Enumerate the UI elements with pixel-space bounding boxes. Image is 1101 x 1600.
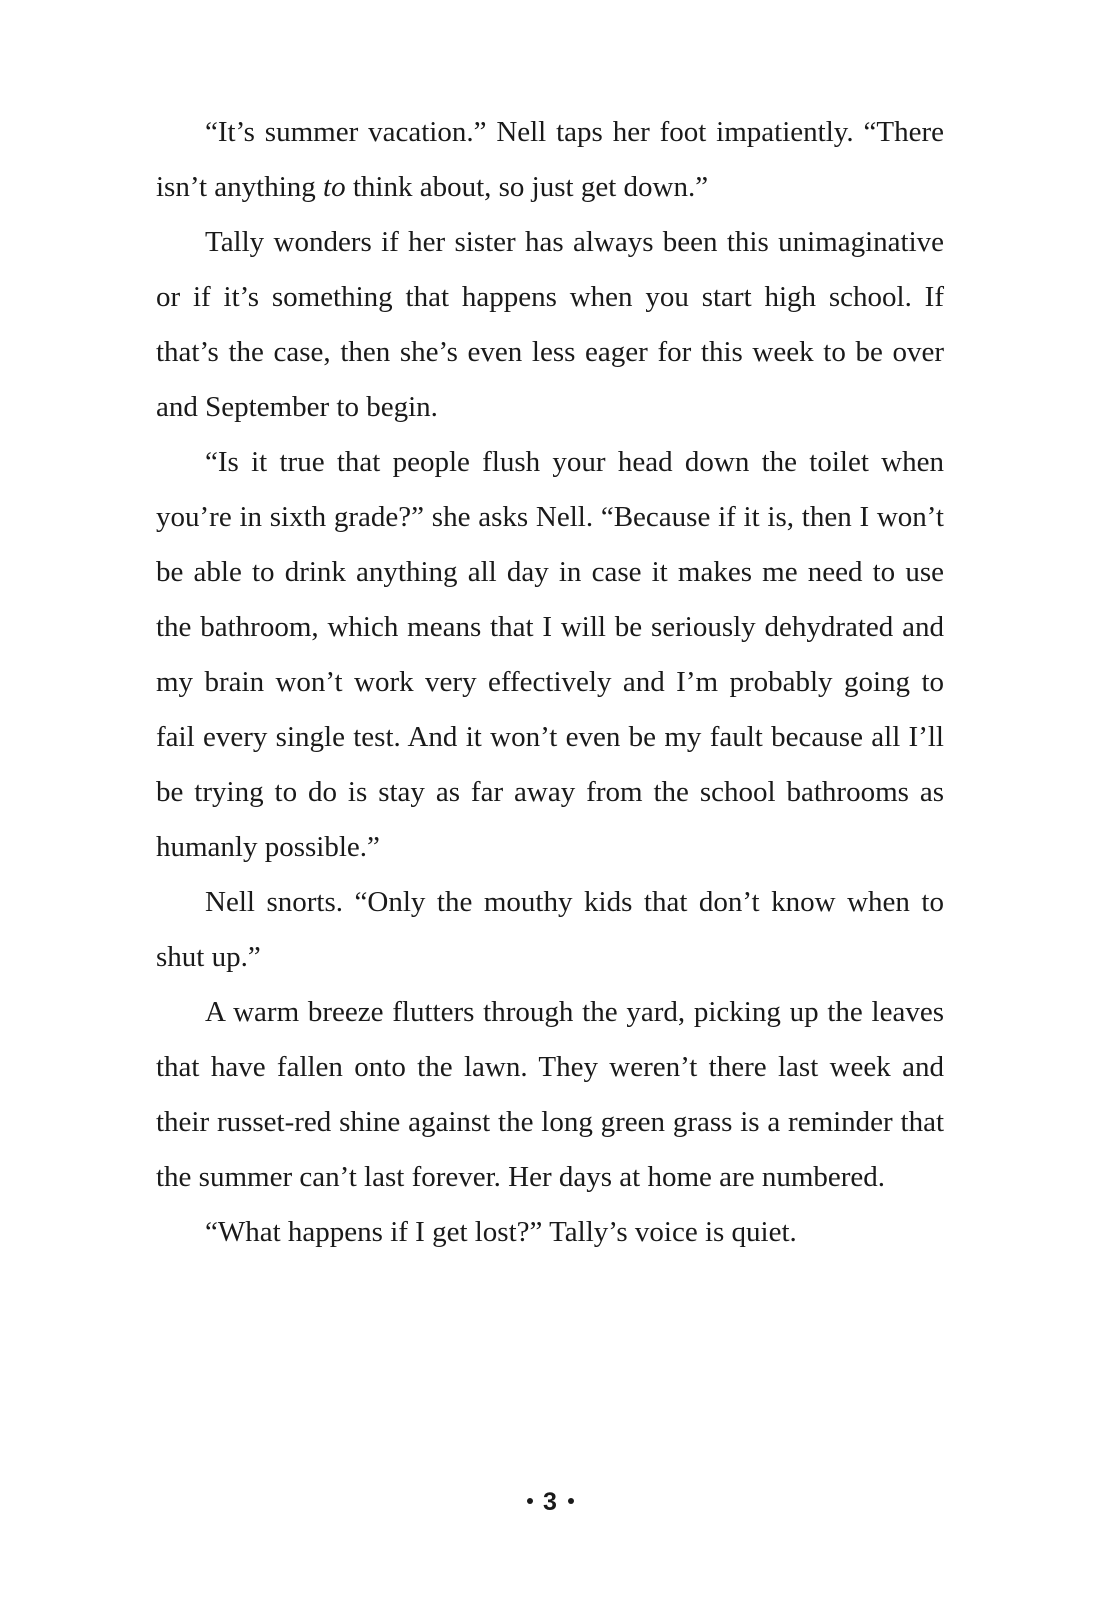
- paragraph: [156, 875, 944, 985]
- paragraph-text: “What happens if I get lost?” Tally’s voice is quiet.: [205, 1216, 797, 1248]
- paragraph-text: Tally wonders if her sister has always been this unimaginative or if it’s something that happens when you start high school. If that’s the case, then she’s even less eager for this week to be over and September to begin.: [156, 226, 944, 423]
- paragraph-text: “Is it true that people flush your head down the toilet when you’re in sixth grade?” she asks Nell. “Because if it is, then I won’t be able to drink anything all day in case it makes me need to use the bathroom, which means that I will be seriously dehydrated and my brain won’t work very effectively and I’m probably going to fail every single test. And it won’t even be my fault because all I’ll be trying to do is stay as far away from the school bathrooms as humanly possible.”: [156, 446, 944, 863]
- bullet-dot-icon: [527, 1498, 533, 1504]
- paragraph-text: A warm breeze flutters through the yard, picking up the leaves that have fallen onto the lawn. They weren’t there last week and their russet-red shine against the long green grass is a reminder that the summer can’t last forever. Her days at home are numbered.: [156, 996, 944, 1193]
- paragraph: [156, 215, 944, 435]
- page-number-value: 3: [543, 1488, 558, 1516]
- paragraph: [156, 435, 944, 875]
- italic-word: to: [323, 171, 346, 203]
- page-number: [0, 1488, 1101, 1517]
- paragraph: [156, 105, 944, 215]
- paragraph-text: think about, so just get down.”: [345, 171, 709, 203]
- paragraph: [156, 1205, 944, 1260]
- paragraph-text: “It’s summer vacation.” Nell taps her foot impatiently. “There isn’t anything: [156, 116, 944, 203]
- paragraph: [156, 985, 944, 1205]
- bullet-dot-icon: [568, 1498, 574, 1504]
- body-text: [156, 105, 944, 1260]
- paragraph-text: Nell snorts. “Only the mouthy kids that don’t know when to shut up.”: [156, 886, 944, 973]
